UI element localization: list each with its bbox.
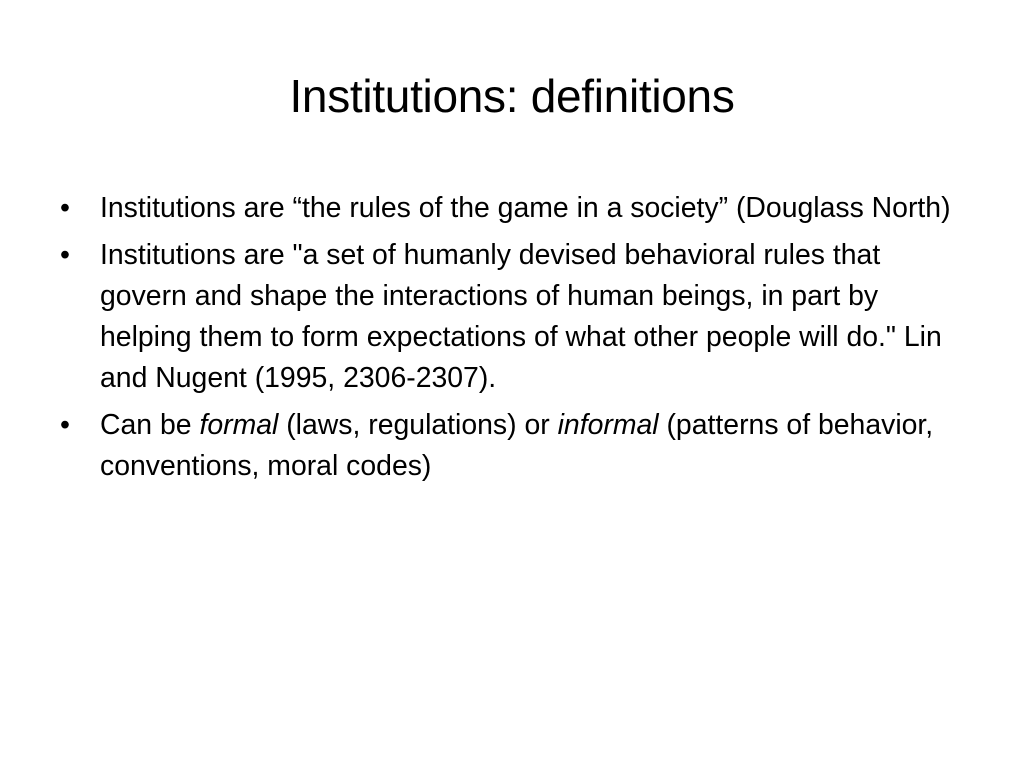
bullet-icon: •: [60, 239, 70, 271]
text-run: (patterns of behavior, conventions, moral codes): [100, 409, 934, 482]
slide-title: Institutions: definitions: [289, 70, 735, 122]
emphasis-informal: informal: [557, 409, 659, 441]
bullet-item: [60, 235, 970, 399]
text-run: (laws, regulations) or: [278, 409, 558, 441]
emphasis-formal: formal: [199, 409, 279, 441]
bullet-text: Institutions are “the rules of the game in a society” (Douglass North): [100, 192, 951, 224]
bullet-item: [60, 405, 970, 487]
text-run: Can be: [100, 409, 200, 441]
bullet-text: [100, 405, 970, 487]
bullet-list: [60, 188, 970, 493]
bullet-text: Institutions are "a set of humanly devised behavioral rules that govern and shape the interactions of human beings, in part by helping them to form expectations of what other people will do." Lin and Nugent (1995, 2306-2307).: [100, 239, 942, 394]
bullet-item: [60, 188, 970, 229]
bullet-icon: •: [60, 192, 70, 224]
bullet-icon: •: [60, 409, 70, 441]
